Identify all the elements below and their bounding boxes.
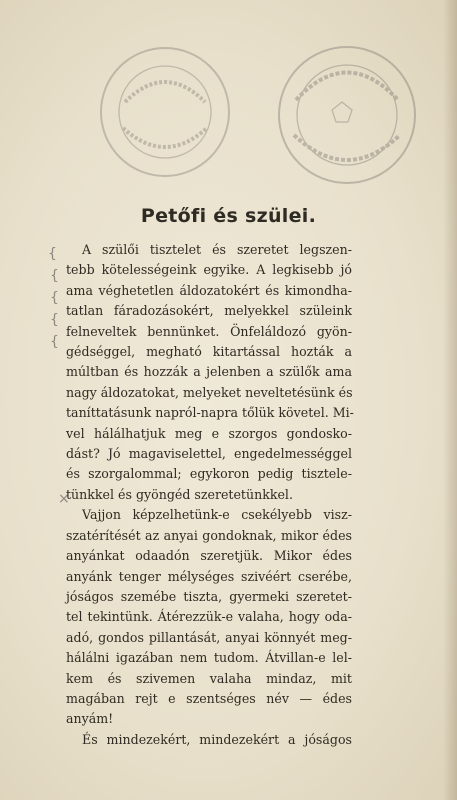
text-line: vel hálálhatjuk meg e szorgos gondosko- <box>66 425 352 441</box>
paragraph <box>66 505 352 729</box>
pencil-mark-icon: { <box>50 312 59 328</box>
text-line: tünkkel és gyöngéd szeretetünkkel. <box>66 486 293 502</box>
text-line: kem és szivemen valaha mindaz, mit <box>66 670 352 686</box>
text-line: nagy áldozatokat, melyeket neveltetésünk és <box>66 384 353 400</box>
pencil-mark-icon: { <box>50 334 59 350</box>
text-line: és szorgalommal; egykoron pedig tisztele- <box>66 466 352 482</box>
text-line: taníttatásunk napról-napra tőlük követel. Mi- <box>66 405 354 421</box>
text-line: tatlan fáradozásokért, melyekkel szüleink <box>66 303 352 319</box>
text-line: anyám! <box>66 711 114 727</box>
text-line: dást? Jó magaviselettel, engedelmességgel <box>66 446 352 462</box>
right-stamp <box>272 40 422 190</box>
page-edge-shadow <box>443 0 457 800</box>
paragraph <box>66 240 352 505</box>
pencil-mark-icon: { <box>50 268 59 284</box>
text-line: És mindezekért, mindezekért a jóságos <box>82 731 352 747</box>
text-line: tebb kötelességeink egyike. A legkisebb jó <box>66 262 352 278</box>
text-line: felneveltek bennünket. Önfeláldozó gyön- <box>66 323 352 339</box>
text-line: ama véghetetlen áldozatokért és kimondha- <box>66 282 352 298</box>
text-line: anyánk tenger mélységes szivéért cserébe, <box>66 568 352 584</box>
text-line: magában rejt e szentséges név — édes <box>66 690 352 706</box>
text-line: jóságos szemébe tiszta, gyermeki szeretet- <box>66 588 352 604</box>
text-line: szatérítését az anyai gondoknak, mikor édes <box>66 527 352 543</box>
text-line: anyánkat odaadón szeretjük. Mikor édes <box>66 548 352 564</box>
text-line: múltban és hozzák a jelenben a szülők ama <box>66 364 352 380</box>
pencil-mark-icon: × <box>58 491 70 507</box>
pencil-mark-icon: { <box>50 290 59 306</box>
left-stamp <box>95 42 235 182</box>
pencil-mark-icon: { <box>48 246 57 262</box>
page-title: Petőfi és szülei. <box>140 205 317 227</box>
text-line: adó, gondos pillantását, anyai könnyét meg- <box>66 629 352 645</box>
text-line: Vajjon képzelhetünk-e csekélyebb visz- <box>82 507 352 523</box>
body-text <box>66 240 352 750</box>
text-line: gédséggel, megható kitartással hozták a <box>66 344 352 360</box>
text-line: A szülői tisztelet és szeretet legszen- <box>82 242 352 257</box>
paragraph <box>66 730 352 750</box>
text-line: hálálni igazában nem tudom. Átvillan-e lel- <box>66 650 352 666</box>
text-line: tel tekintünk. Átérezzük-e valaha, hogy oda- <box>66 609 352 625</box>
